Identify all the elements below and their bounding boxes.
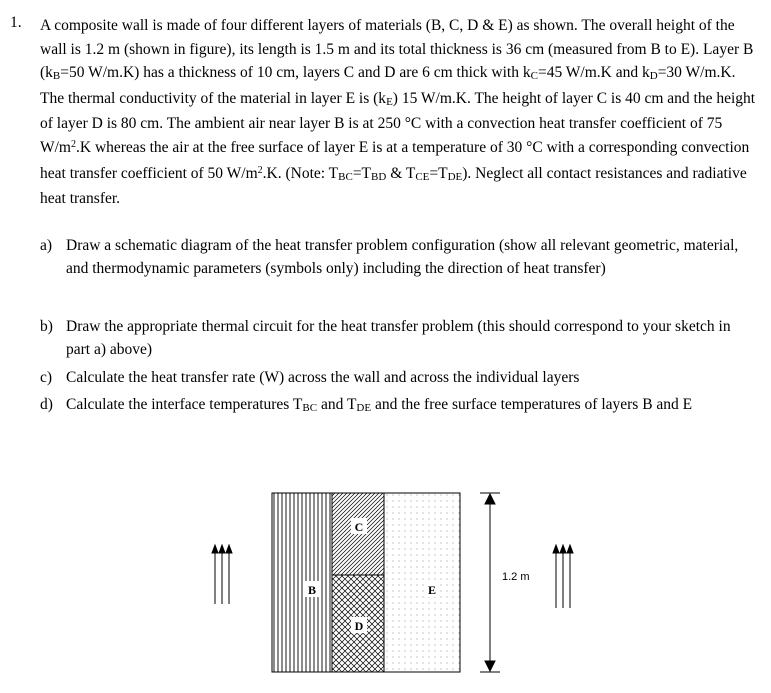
part-b-label: b) (40, 318, 53, 335)
part-b-text: Draw the appropriate thermal circuit for the heat transfer problem (this should correspond to your sketch in part a) above) (66, 318, 731, 358)
height-label: 1.2 m (502, 571, 530, 583)
right-airflow-arrows-icon (553, 545, 573, 608)
part-a-label: a) (40, 237, 53, 254)
part-d-label: d) (40, 396, 53, 413)
part-c-label: c) (40, 369, 53, 386)
height-dimension (480, 493, 500, 672)
label-b: B (307, 583, 317, 597)
problem-number: 1. (10, 14, 22, 31)
part-a-text: Draw a schematic diagram of the heat transfer problem configuration (show all relevant geometric, material, and thermodynamic parameters (symbols only) including the direction of heat transfer) (66, 237, 739, 277)
left-airflow-arrows-icon (212, 545, 232, 604)
problem-statement: A composite wall is made of four different layers of materials (B, C, D & E) as shown. The overall height of the wall is 1.2 m (shown in figure), its length is 1.5 m and its total thickness is 36 cm (measured from B to E). Layer B (kB=50 W/m.K) has a thickness of 10 cm, layers C and D are 6 cm thick with kC=45 W/m.K and kD=30 W/m.K. The thermal conductivity of the material in layer E is (kE) 15 W/m.K. The height of layer C is 40 cm and the height of layer D is 80 cm. The ambient air near layer B is at 250 °C with a convection heat transfer coefficient of 75 $W/m^2.K$ whereas the air at the free surface of layer E is at a temperature of 30 °C with a corresponding convection heat transfer coefficient of 50 $W/m^2.K$. (Note: TBC=TBD & TCE=TDE). Neglect all contact resistances and radiative heat transfer. (40, 17, 756, 208)
part-d-text: Calculate the interface temperatures TBC and TDE and the free surface temperatures of layers B and E (66, 396, 693, 414)
part-c-text: Calculate the heat transfer rate (W) across the wall and across the individual layers (66, 369, 580, 386)
layer-e (384, 493, 460, 672)
label-c: C (354, 520, 364, 534)
layer-b (272, 493, 332, 672)
label-d: D (354, 619, 364, 633)
label-e: E (427, 583, 437, 597)
